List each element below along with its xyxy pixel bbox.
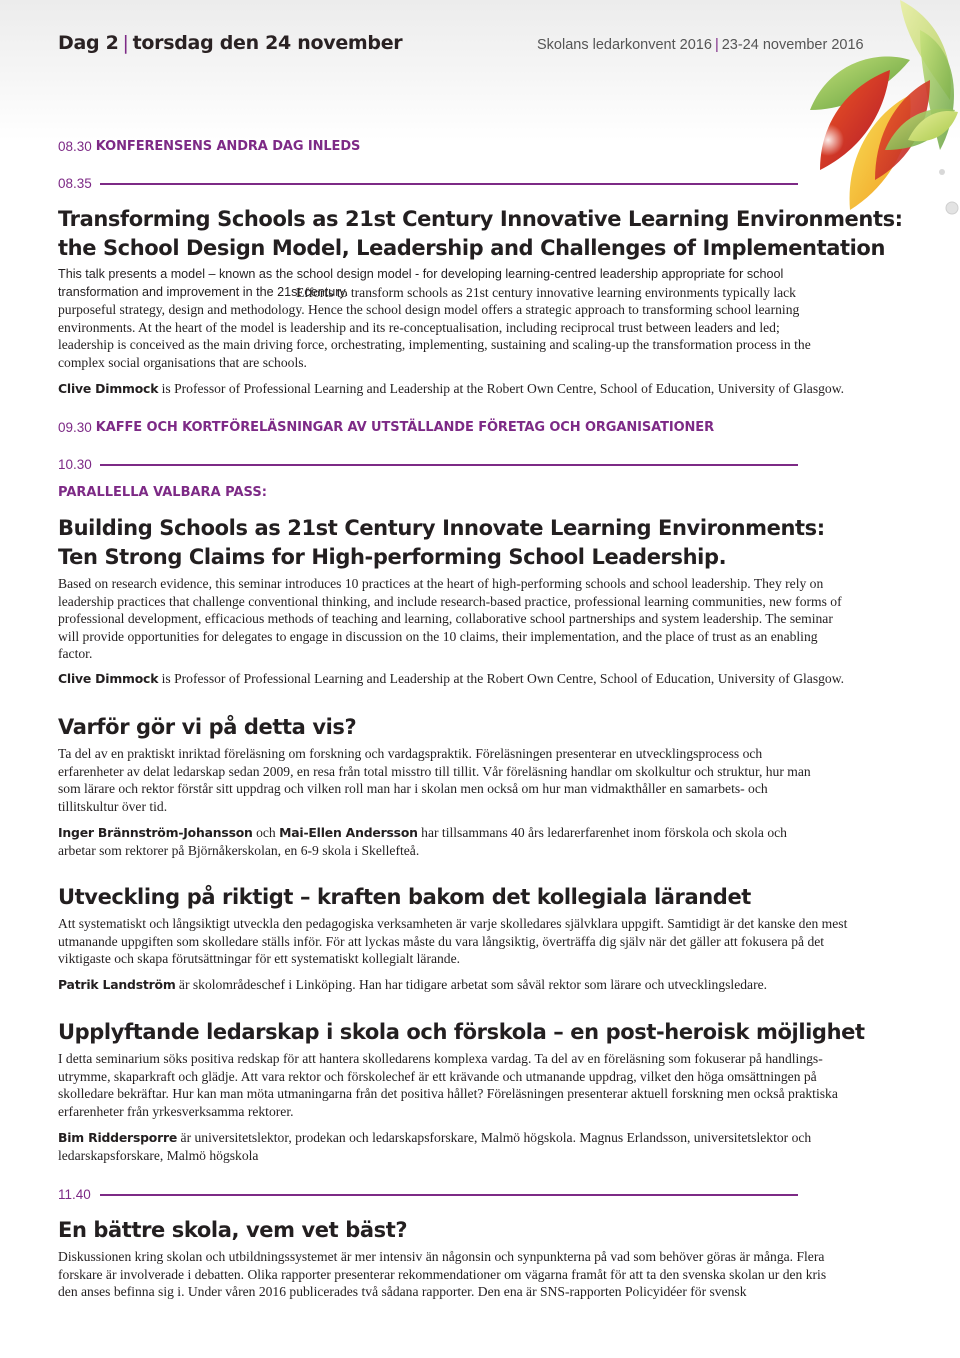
talk-title-line1: Transforming Schools as 21st Century Innovative Learning Environments: [58,207,903,231]
speaker-bio [58,824,818,859]
talk-title: Varför gör vi på detta vis? [58,715,357,739]
speaker-bio [58,380,858,398]
session-1030-time [58,457,92,472]
speaker-name: Clive Dimmock [58,671,159,686]
session-0930 [58,420,714,435]
talk-description: Diskussionen kring skolan och utbildningssystemet är mer intensiv än någonsin och synpunkterna på vad som behöver göras är många. Flera forskare är involverade i debatten. Olika rapporter presenterar rekommendationer om vägarna framåt för att ta den svenska skolan ur den kris den anses befinna sig i. Under våren 2016 publicerades två sådana rapporter. Den ena är SNS-rapporten Policyidéer för svensk [58,1249,827,1299]
header-separator: | [122,32,129,54]
session-1140-time [58,1187,91,1202]
session-time: 08.35 [58,176,92,191]
session-label: KAFFE OCH KORTFÖRELÄSNINGAR AV UTSTÄLLANDE FÖRETAG OCH ORGANISATIONER [95,420,714,435]
talk-description: I detta seminarium söks positiva redskap för att hantera skolledarens komplexa vardag. Ta del av en föreläsning som fokuserar på handlings-utrymme, skaparkraft och glädje. Att vara rektor och förskolechef är ett krävande och utmanande uppdrag, vilket den höga omsättningen på skolledare bekräftar. Hur kan man möta utmaningarna från det positiva hållet? Föreläsningen presenterar aktuell forskning men också praktiska erfarenheter från yrkesverksamma rektorer. [58,1051,838,1119]
session-time: 11.40 [58,1187,91,1202]
speaker-bio-text: is Professor of Professional Learning and Leadership at the Robert Own Centre, School of Education, University of Glasgow. [158,671,845,686]
speaker-bio-text: is Professor of Professional Learning and Leadership at the Robert Own Centre, School of Education, University of Glasgow. [158,381,845,396]
header-date: torsdag den 24 november [132,32,403,54]
session-time: 10.30 [58,457,92,472]
header-event-separator: | [714,37,719,53]
header-event-dates: 23-24 november 2016 [721,37,864,53]
talk-description-line1: This talk presents a model – known as the school design model - for developing learning-centred leadership appropriate for school [58,267,784,281]
speaker-bio-and: och [252,825,280,840]
speaker-name: Bim Riddersporre [58,1130,178,1145]
time-divider [100,183,798,185]
header-event-name: Skolans ledarkonvent 2016 [537,37,712,53]
talk-description-continued: Efforts to transform schools as 21st century innovative learning environments typically lack purposeful strategy, design and methodology. Hence the school design model offers a strategic approach to transforming school learning environments. At the heart of the model is leadership and its re-conceptualisation, including reciprocal trust between leaders and led; leadership is conceived as the main driving force, orchestrating, implementing, sustaining and scaling-up the transformation process in the complex social organisations that are schools. [58,284,811,370]
parallel-sessions-heading: PARALLELLA VALBARA PASS: [58,485,267,500]
talk-title [58,205,903,263]
header-event [537,37,864,53]
time-divider [100,1194,798,1196]
talk-description: Based on research evidence, this seminar introduces 10 practices at the heart of high-performing schools and school leadership. They rely on leadership practices that challenge conventional thinking, and include research-based practice, professional learning communities, new forms of professional development, efficacious methods of teaching and learning, collaborative school partnerships and system leadership. The seminar will provide opportunities for delegates to engage in discussion on the 10 claims, their implementation, and the place of trust as an enabling factor. [58,576,842,661]
speaker-name: Mai-Ellen Andersson [279,825,418,840]
talk-title: En bättre skola, vem vet bäst? [58,1218,408,1242]
talk-description: Att systematiskt och långsiktigt utveckla den pedagogiska verksamheten är varje skolledares självklara uppgift. Samtidigt är det kanske den mest utmanande uppgiften som skolledare ställs inför. För att lyckas måste du vara långsiktig, överträffa dig själv när det gäller att fokusera på det viktigaste och skapa förutsättningar för ett systematiskt kollegialt lärande. [58,916,848,966]
speaker-bio [58,670,858,688]
leaf-decoration-icon [790,0,960,240]
session-label: KONFERENSENS ANDRA DAG INLEDS [95,139,361,154]
speaker-bio [58,976,858,994]
speaker-bio-text: är skolområdeschef i Linköping. Han har tidigare arbetat som såväl rektor som lärare och utvecklingsledare. [175,977,768,992]
speaker-bio-text: är universitetslektor, prodekan och ledarskapsforskare, Malmö högskola. Magnus Erlandsson, universitetslektor och ledarskapsforskare, Malmö högskola [58,1130,812,1163]
speaker-name: Clive Dimmock [58,381,159,396]
session-time: 08.30 [58,139,92,154]
talk-description-line2: transformation and improvement in the 21st century. [58,284,349,299]
session-0830 [58,139,360,154]
speaker-bio-text: har tillsammans 40 års ledarerfarenhet inom förskola och skola och arbetar som rektorer på Björnåkerskolan, en 6-9 skola i Skellefteå. [58,825,787,858]
header-day-label: Dag 2 [58,32,119,54]
talk-title-line2: Ten Strong Claims for High-performing School Leadership. [58,545,727,569]
talk-title [58,514,825,572]
header-day [58,32,402,54]
speaker-name: Patrik Landström [58,977,176,992]
talk-description: Ta del av en praktiskt inriktad föreläsning om forskning och vardagspraktik. Föreläsningen presenterar en utvecklingsprocess och erfarenheter av delat ledarskap sedan 2009, en resa från total misstro till tillit. Vår föreläsning handlar om skolkultur och struktur, hur man som lärare och rektor förstår sitt uppdrag och vilken roll man har i skolan men också om hur man vidmakthåller en samarbets- och tillitskultur över tid. [58,746,811,814]
talk-title: Utveckling på riktigt – kraften bakom det kollegiala lärandet [58,885,751,909]
speaker-bio [58,1129,838,1164]
talk-title-line2: the School Design Model, Leadership and Challenges of Implementation [58,236,886,260]
time-divider [100,464,798,466]
session-time: 09.30 [58,420,92,435]
talk-title: Upplyftande ledarskap i skola och förskola – en post-heroisk möjlighet [58,1020,865,1044]
session-0835-time [58,176,92,191]
talk-title-line1: Building Schools as 21st Century Innovate Learning Environments: [58,516,825,540]
speaker-name: Inger Brännström-Johansson [58,825,253,840]
